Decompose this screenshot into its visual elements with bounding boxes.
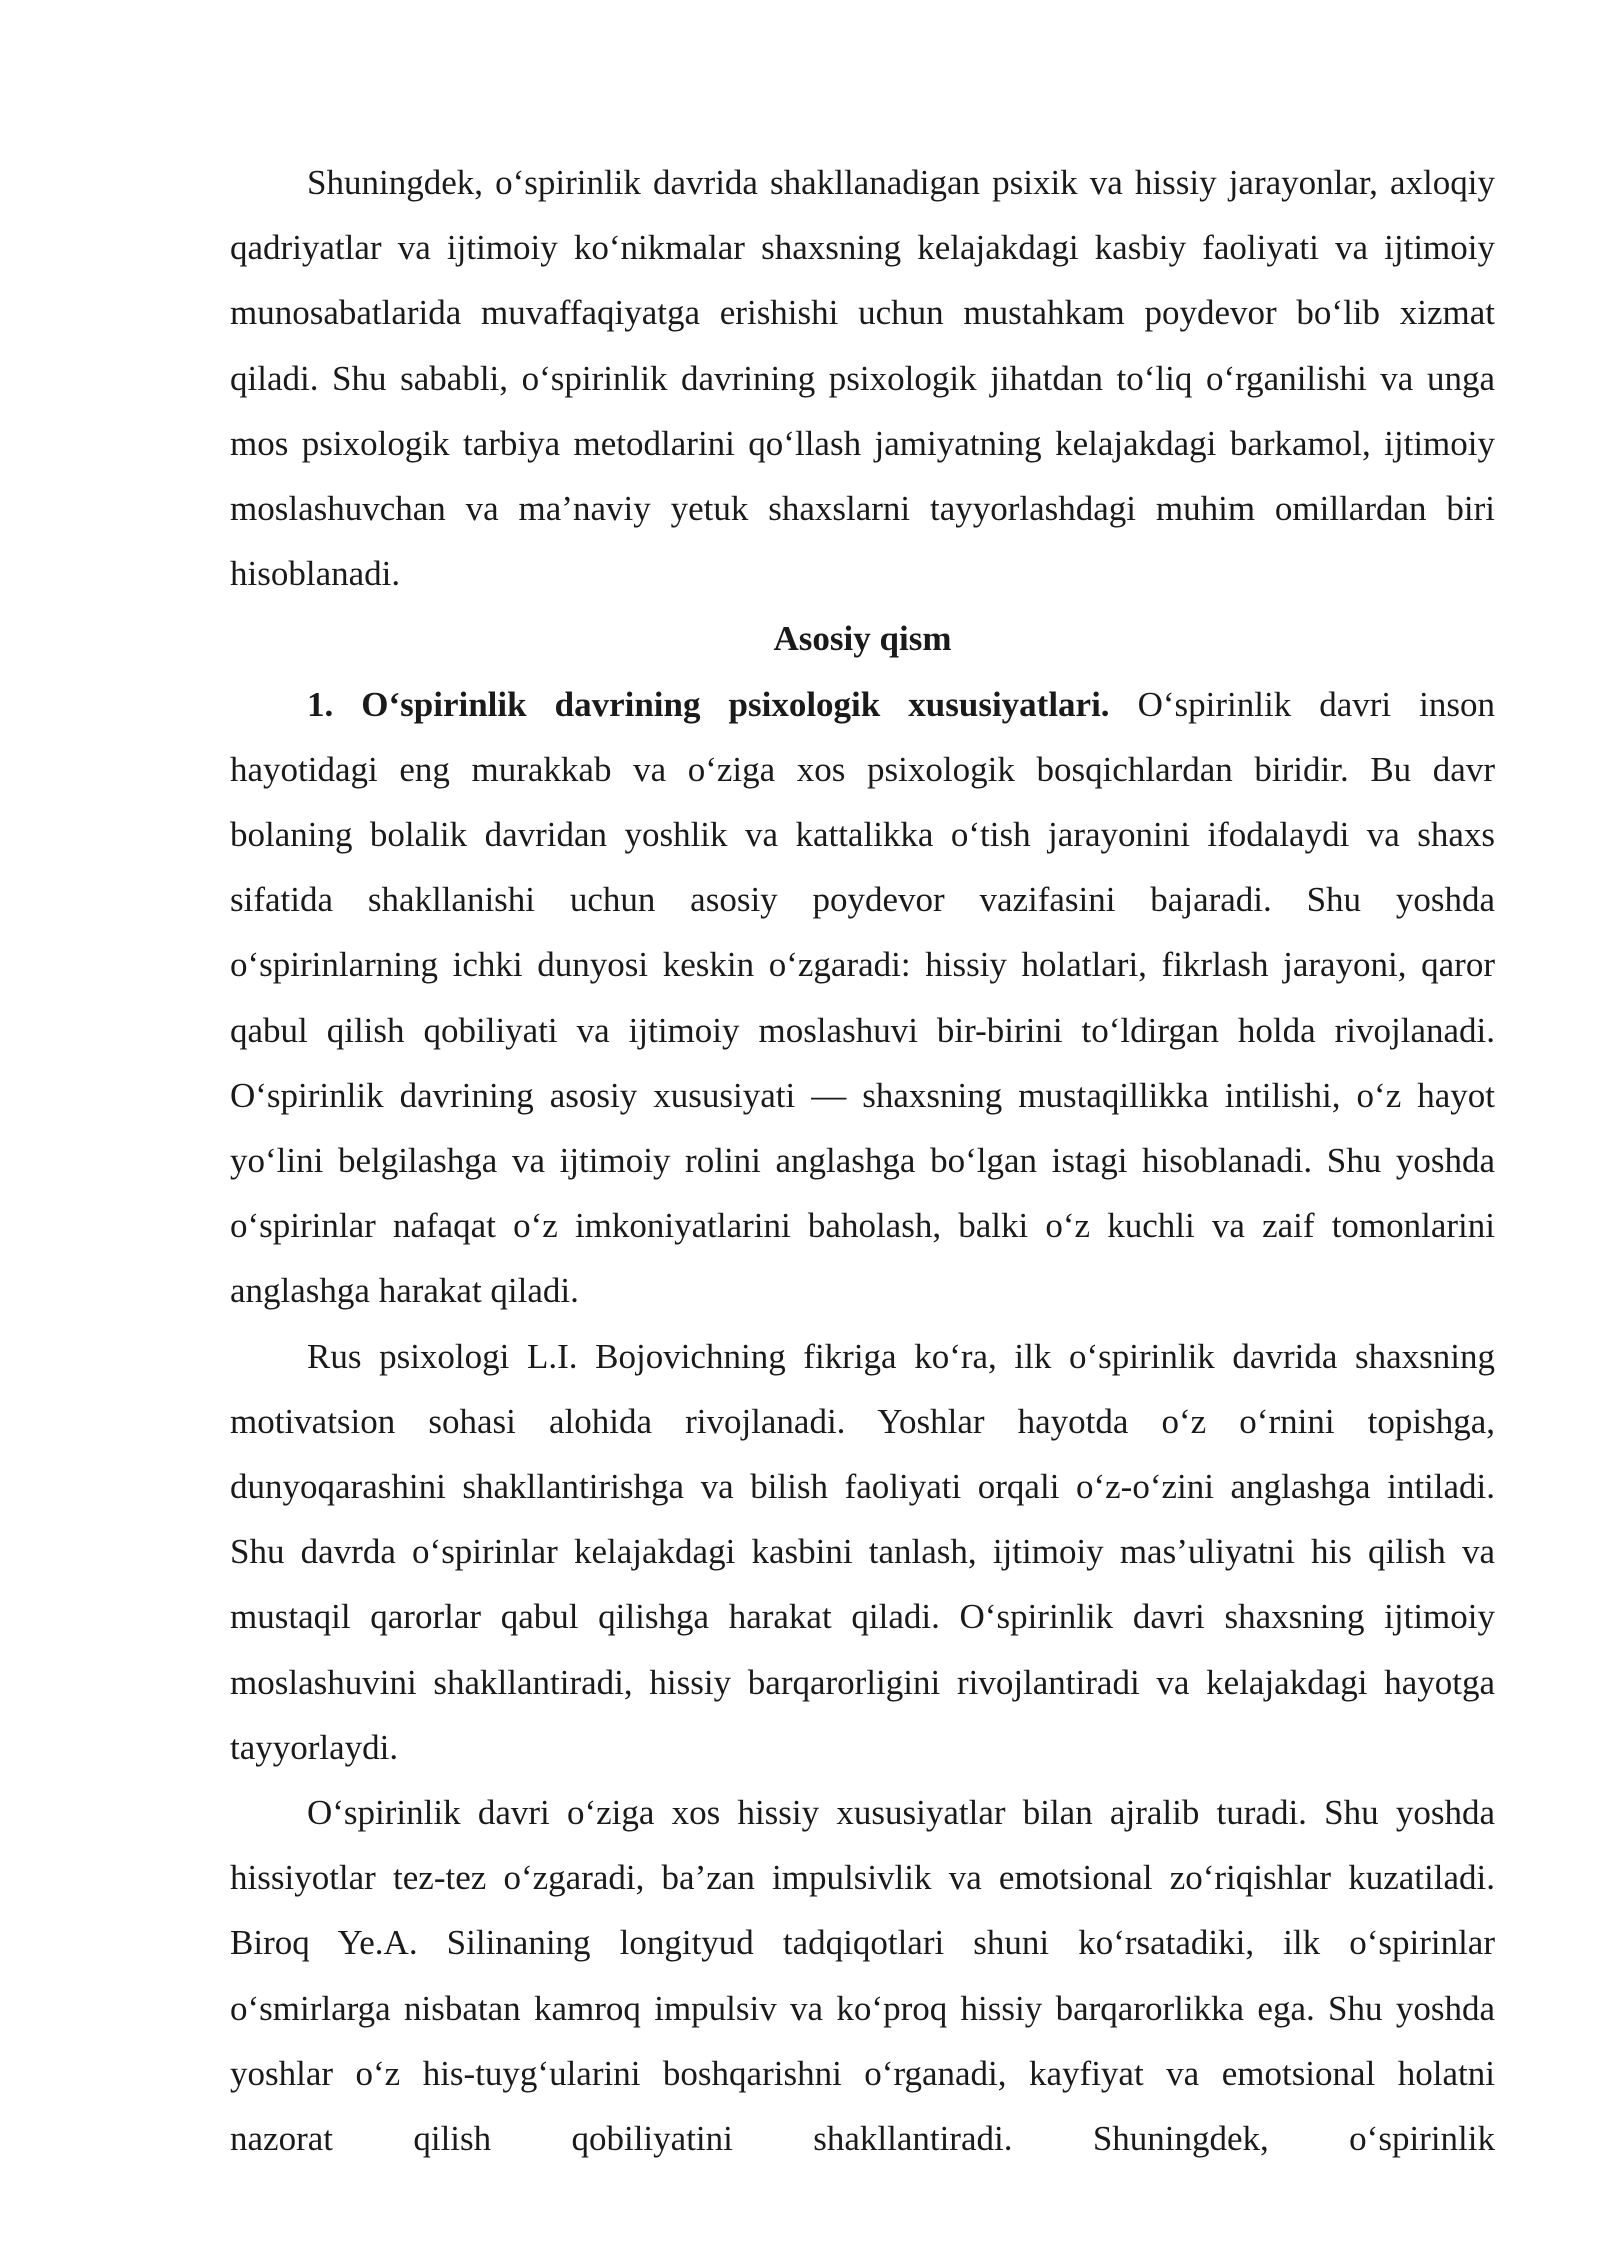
subsection-title: 1. O‘spirinlik davrining psixologik xususiyatlari. [307, 684, 1110, 724]
document-body [230, 150, 1495, 2171]
subsection-text: O‘spirinlik davri inson hayotidagi eng murakkab va o‘ziga xos psixologik bosqichlardan biridir. Bu davr bolaning bolalik davridan yoshlik va kattalikka o‘tish jarayonini ifodalaydi va shaxs sifatida shakllanishi uchun asosiy poydevor vazifasini bajaradi. Shu yoshda o‘spirinlarning ichki dunyosi keskin o‘zgaradi: hissiy holatlari, fikrlash jarayoni, qaror qabul qilish qobiliyati va ijtimoiy moslashuvi bir-birini to‘ldirgan holda rivojlanadi. O‘spirinlik davrining asosiy xususiyati — shaxsning mustaqillikka intilishi, o‘z hayot yo‘lini belgilashga va ijtimoiy rolini anglashga bo‘lgan istagi hisoblanadi. Shu yoshda o‘spirinlar nafaqat o‘z imkoniyatlarini baholash, balki o‘z kuchli va zaif tomonlarini anglashga harakat qiladi. [230, 684, 1495, 1311]
bojovich-paragraph: Rus psixologi L.I. Bojovichning fikriga ko‘ra, ilk o‘spirinlik davrida shaxsning motivatsion sohasi alohida rivojlanadi. Yoshlar hayotda o‘z o‘rnini topishga, dunyoqarashini shakllantirishga va bilish faoliyati orqali o‘z-o‘zini anglashga intiladi. Shu davrda o‘spirinlar kelajakdagi kasbini tanlash, ijtimoiy mas’uliyatni his qilish va mustaqil qarorlar qabul qilishga harakat qiladi. O‘spirinlik davri shaxsning ijtimoiy moslashuvini shakllantiradi, hissiy barqarorligini rivojlantiradi va kelajakdagi hayotga tayyorlaydi. [230, 1336, 1495, 1767]
section-heading: Asosiy qism [773, 619, 952, 659]
subsection-paragraph [230, 672, 1495, 1324]
intro-paragraph: Shuningdek, o‘spirinlik davrida shakllanadigan psixik va hissiy jarayonlar, axloqiy qadriyatlar va ijtimoiy ko‘nikmalar shaxsning kelajakdagi kasbiy faoliyati va ijtimoiy munosabatlarida muvaffaqiyatga erishishi uchun mustahkam poydevor bo‘lib xizmat qiladi. Shu sababli, o‘spirinlik davrining psixologik jihatdan to‘liq o‘rganilishi va unga mos psixologik tarbiya metodlarini qo‘llash jamiyatning kelajakdagi barkamol, ijtimoiy moslashuvchan va ma’naviy yetuk shaxslarni tayyorlashdagi muhim omillardan biri hisoblanadi. [230, 163, 1495, 594]
emotional-paragraph: O‘spirinlik davri o‘ziga xos hissiy xususiyatlar bilan ajralib turadi. Shu yoshda hissiyotlar tez-tez o‘zgaradi, ba’zan impulsivlik va emotsional zo‘riqishlar kuzatiladi. Biroq Ye.A. Silinaning longityud tadqiqotlari shuni ko‘rsatadiki, ilk o‘spirinlar o‘smirlarga nisbatan kamroq impulsiv va ko‘proq hissiy barqarorlikka ega. Shu yoshda yoshlar o‘z his-tuyg‘ularini boshqarishni o‘rganadi, kayfiyat va emotsional holatni nazorat qilish qobiliyatini shakllantiradi. Shuningdek, o‘spirinlik [230, 1793, 1495, 2159]
